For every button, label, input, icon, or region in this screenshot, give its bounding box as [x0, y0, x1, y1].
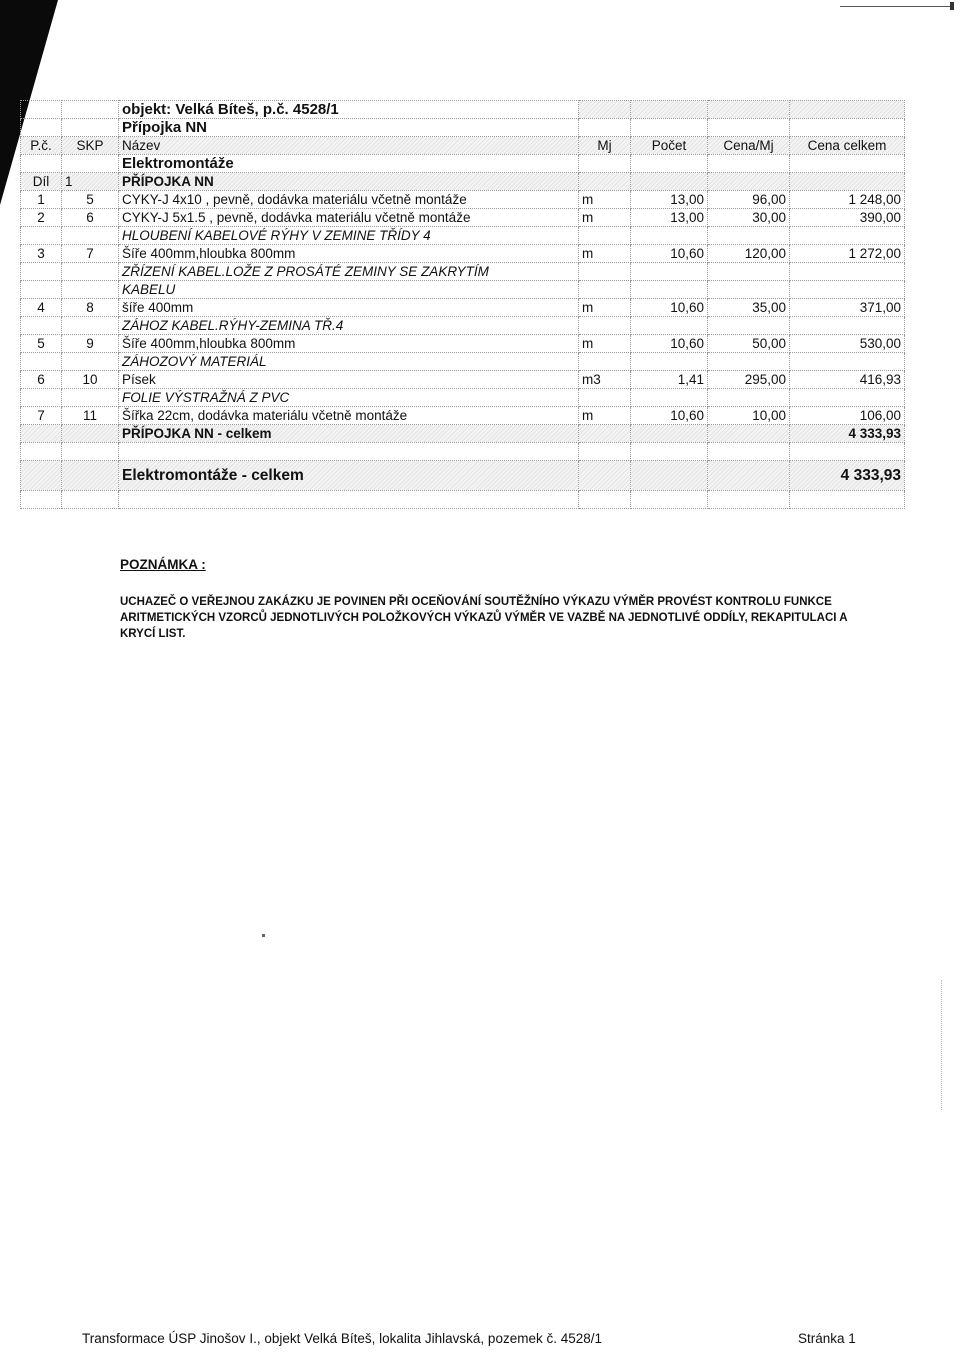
- item-skp: 6: [62, 209, 119, 227]
- connection-title: Přípojka NN: [119, 119, 579, 137]
- scan-dot: [262, 934, 265, 937]
- item-mj: m: [579, 299, 631, 317]
- dil-name: PŘÍPOJKA NN: [119, 173, 579, 191]
- item-cena-celkem: 1 248,00: [790, 191, 905, 209]
- spacer-row: [21, 491, 905, 509]
- item-skp: 10: [62, 371, 119, 389]
- subtotal-row: [21, 425, 905, 443]
- section-name: Elektromontáže: [119, 155, 579, 173]
- item-cena-mj: 30,00: [708, 209, 790, 227]
- total-row: [21, 461, 905, 491]
- item-cena-mj: 120,00: [708, 245, 790, 263]
- col-skp: SKP: [62, 137, 119, 155]
- object-title: objekt: Velká Bíteš, p.č. 4528/1: [119, 101, 579, 119]
- col-cena-mj: Cena/Mj: [708, 137, 790, 155]
- table-row: [21, 371, 905, 389]
- dil-label: Díl: [21, 173, 62, 191]
- subtotal-label: PŘÍPOJKA NN - celkem: [119, 425, 579, 443]
- item-cena-mj: 295,00: [708, 371, 790, 389]
- item-pc: 3: [21, 245, 62, 263]
- item-pc: 2: [21, 209, 62, 227]
- group-heading: ZÁHOZOVÝ MATERIÁL: [119, 353, 579, 371]
- group-heading: ZÁHOZ KABEL.RÝHY-ZEMINA TŘ.4: [119, 317, 579, 335]
- item-skp: 7: [62, 245, 119, 263]
- item-mj: m: [579, 209, 631, 227]
- table-row: [21, 407, 905, 425]
- item-cena-celkem: 416,93: [790, 371, 905, 389]
- item-pocet: 1,41: [631, 371, 708, 389]
- scan-corner-mark: [950, 2, 954, 10]
- item-cena-celkem: 1 272,00: [790, 245, 905, 263]
- column-header-row: [21, 137, 905, 155]
- table-row: [21, 335, 905, 353]
- item-cena-mj: 96,00: [708, 191, 790, 209]
- item-skp: 8: [62, 299, 119, 317]
- table-row: [21, 191, 905, 209]
- item-mj: m: [579, 245, 631, 263]
- col-pocet: Počet: [631, 137, 708, 155]
- group-heading: ZŘÍZENÍ KABEL.LOŽE Z PROSÁTÉ ZEMINY SE ZAKRYTÍM: [119, 263, 579, 281]
- col-pc: P.č.: [21, 137, 62, 155]
- item-mj: m: [579, 407, 631, 425]
- item-nazev: šíře 400mm: [119, 299, 579, 317]
- col-nazev: Název: [119, 137, 579, 155]
- connection-row: [21, 119, 905, 137]
- note-text: UCHAZEČ O VEŘEJNOU ZAKÁZKU JE POVINEN PŘI OCEŇOVÁNÍ SOUTĚŽNÍHO VÝKAZU VÝMĚR PROVÉST KONTROLU FUNKCE ARITMETICKÝCH VZORCŮ JEDNOTLIVÝCH POLOŽKOVÝCH VÝKAZŮ VÝMĚR VE VAZBĚ NA JEDNOTLIVÉ ODDÍLY, REKAPITULACI A KRYCÍ LIST.: [120, 596, 848, 640]
- item-nazev: CYKY-J 4x10 , pevně, dodávka materiálu včetně montáže: [119, 191, 579, 209]
- scan-margin-marks: [941, 980, 943, 1110]
- table-row: [21, 245, 905, 263]
- item-pocet: 10,60: [631, 245, 708, 263]
- group-heading: FOLIE VÝSTRAŽNÁ Z PVC: [119, 389, 579, 407]
- item-cena-mj: 50,00: [708, 335, 790, 353]
- col-cena-celkem: Cena celkem: [790, 137, 905, 155]
- page-number: Stránka 1: [798, 1331, 856, 1346]
- dil-row: [21, 173, 905, 191]
- item-nazev: Šíře 400mm,hloubka 800mm: [119, 245, 579, 263]
- col-mj: Mj: [579, 137, 631, 155]
- item-nazev: CYKY-J 5x1.5 , pevně, dodávka materiálu včetně montáže: [119, 209, 579, 227]
- group-heading-row: [21, 353, 905, 371]
- group-heading-row: [21, 317, 905, 335]
- item-cena-celkem: 371,00: [790, 299, 905, 317]
- item-pc: 7: [21, 407, 62, 425]
- note-title: POZNÁMKA :: [120, 557, 206, 572]
- item-pocet: 10,60: [631, 407, 708, 425]
- dil-number: 1: [62, 173, 119, 191]
- group-heading: HLOUBENÍ KABELOVÉ RÝHY V ZEMINE TŘÍDY 4: [119, 227, 579, 245]
- item-pocet: 10,60: [631, 299, 708, 317]
- item-pocet: 10,60: [631, 335, 708, 353]
- item-pocet: 13,00: [631, 209, 708, 227]
- scan-top-line: [840, 6, 950, 7]
- total-value: 4 333,93: [790, 461, 905, 491]
- group-heading-row: [21, 227, 905, 245]
- item-cena-mj: 35,00: [708, 299, 790, 317]
- item-pc: 5: [21, 335, 62, 353]
- group-heading: KABELU: [119, 281, 579, 299]
- table-row: [21, 299, 905, 317]
- item-pc: 1: [21, 191, 62, 209]
- item-mj: m: [579, 191, 631, 209]
- item-cena-celkem: 106,00: [790, 407, 905, 425]
- item-nazev: Písek: [119, 371, 579, 389]
- group-heading-row: [21, 263, 905, 281]
- object-row: [21, 101, 905, 119]
- group-heading-row: [21, 389, 905, 407]
- spacer-row: [21, 443, 905, 461]
- table-row: [21, 209, 905, 227]
- item-cena-celkem: 390,00: [790, 209, 905, 227]
- item-skp: 9: [62, 335, 119, 353]
- footer-left: Transformace ÚSP Jinošov I., objekt Velká Bíteš, lokalita Jihlavská, pozemek č. 4528/1: [82, 1331, 603, 1346]
- item-cena-mj: 10,00: [708, 407, 790, 425]
- budget-table: [20, 100, 905, 509]
- item-skp: 11: [62, 407, 119, 425]
- item-cena-celkem: 530,00: [790, 335, 905, 353]
- item-nazev: Šíře 400mm,hloubka 800mm: [119, 335, 579, 353]
- item-pc: 6: [21, 371, 62, 389]
- item-nazev: Šířka 22cm, dodávka materiálu včetně montáže: [119, 407, 579, 425]
- item-pc: 4: [21, 299, 62, 317]
- item-pocet: 13,00: [631, 191, 708, 209]
- section-row: [21, 155, 905, 173]
- total-label: Elektromontáže - celkem: [119, 461, 579, 491]
- item-skp: 5: [62, 191, 119, 209]
- group-heading-row: [21, 281, 905, 299]
- subtotal-value: 4 333,93: [790, 425, 905, 443]
- item-mj: m3: [579, 371, 631, 389]
- item-mj: m: [579, 335, 631, 353]
